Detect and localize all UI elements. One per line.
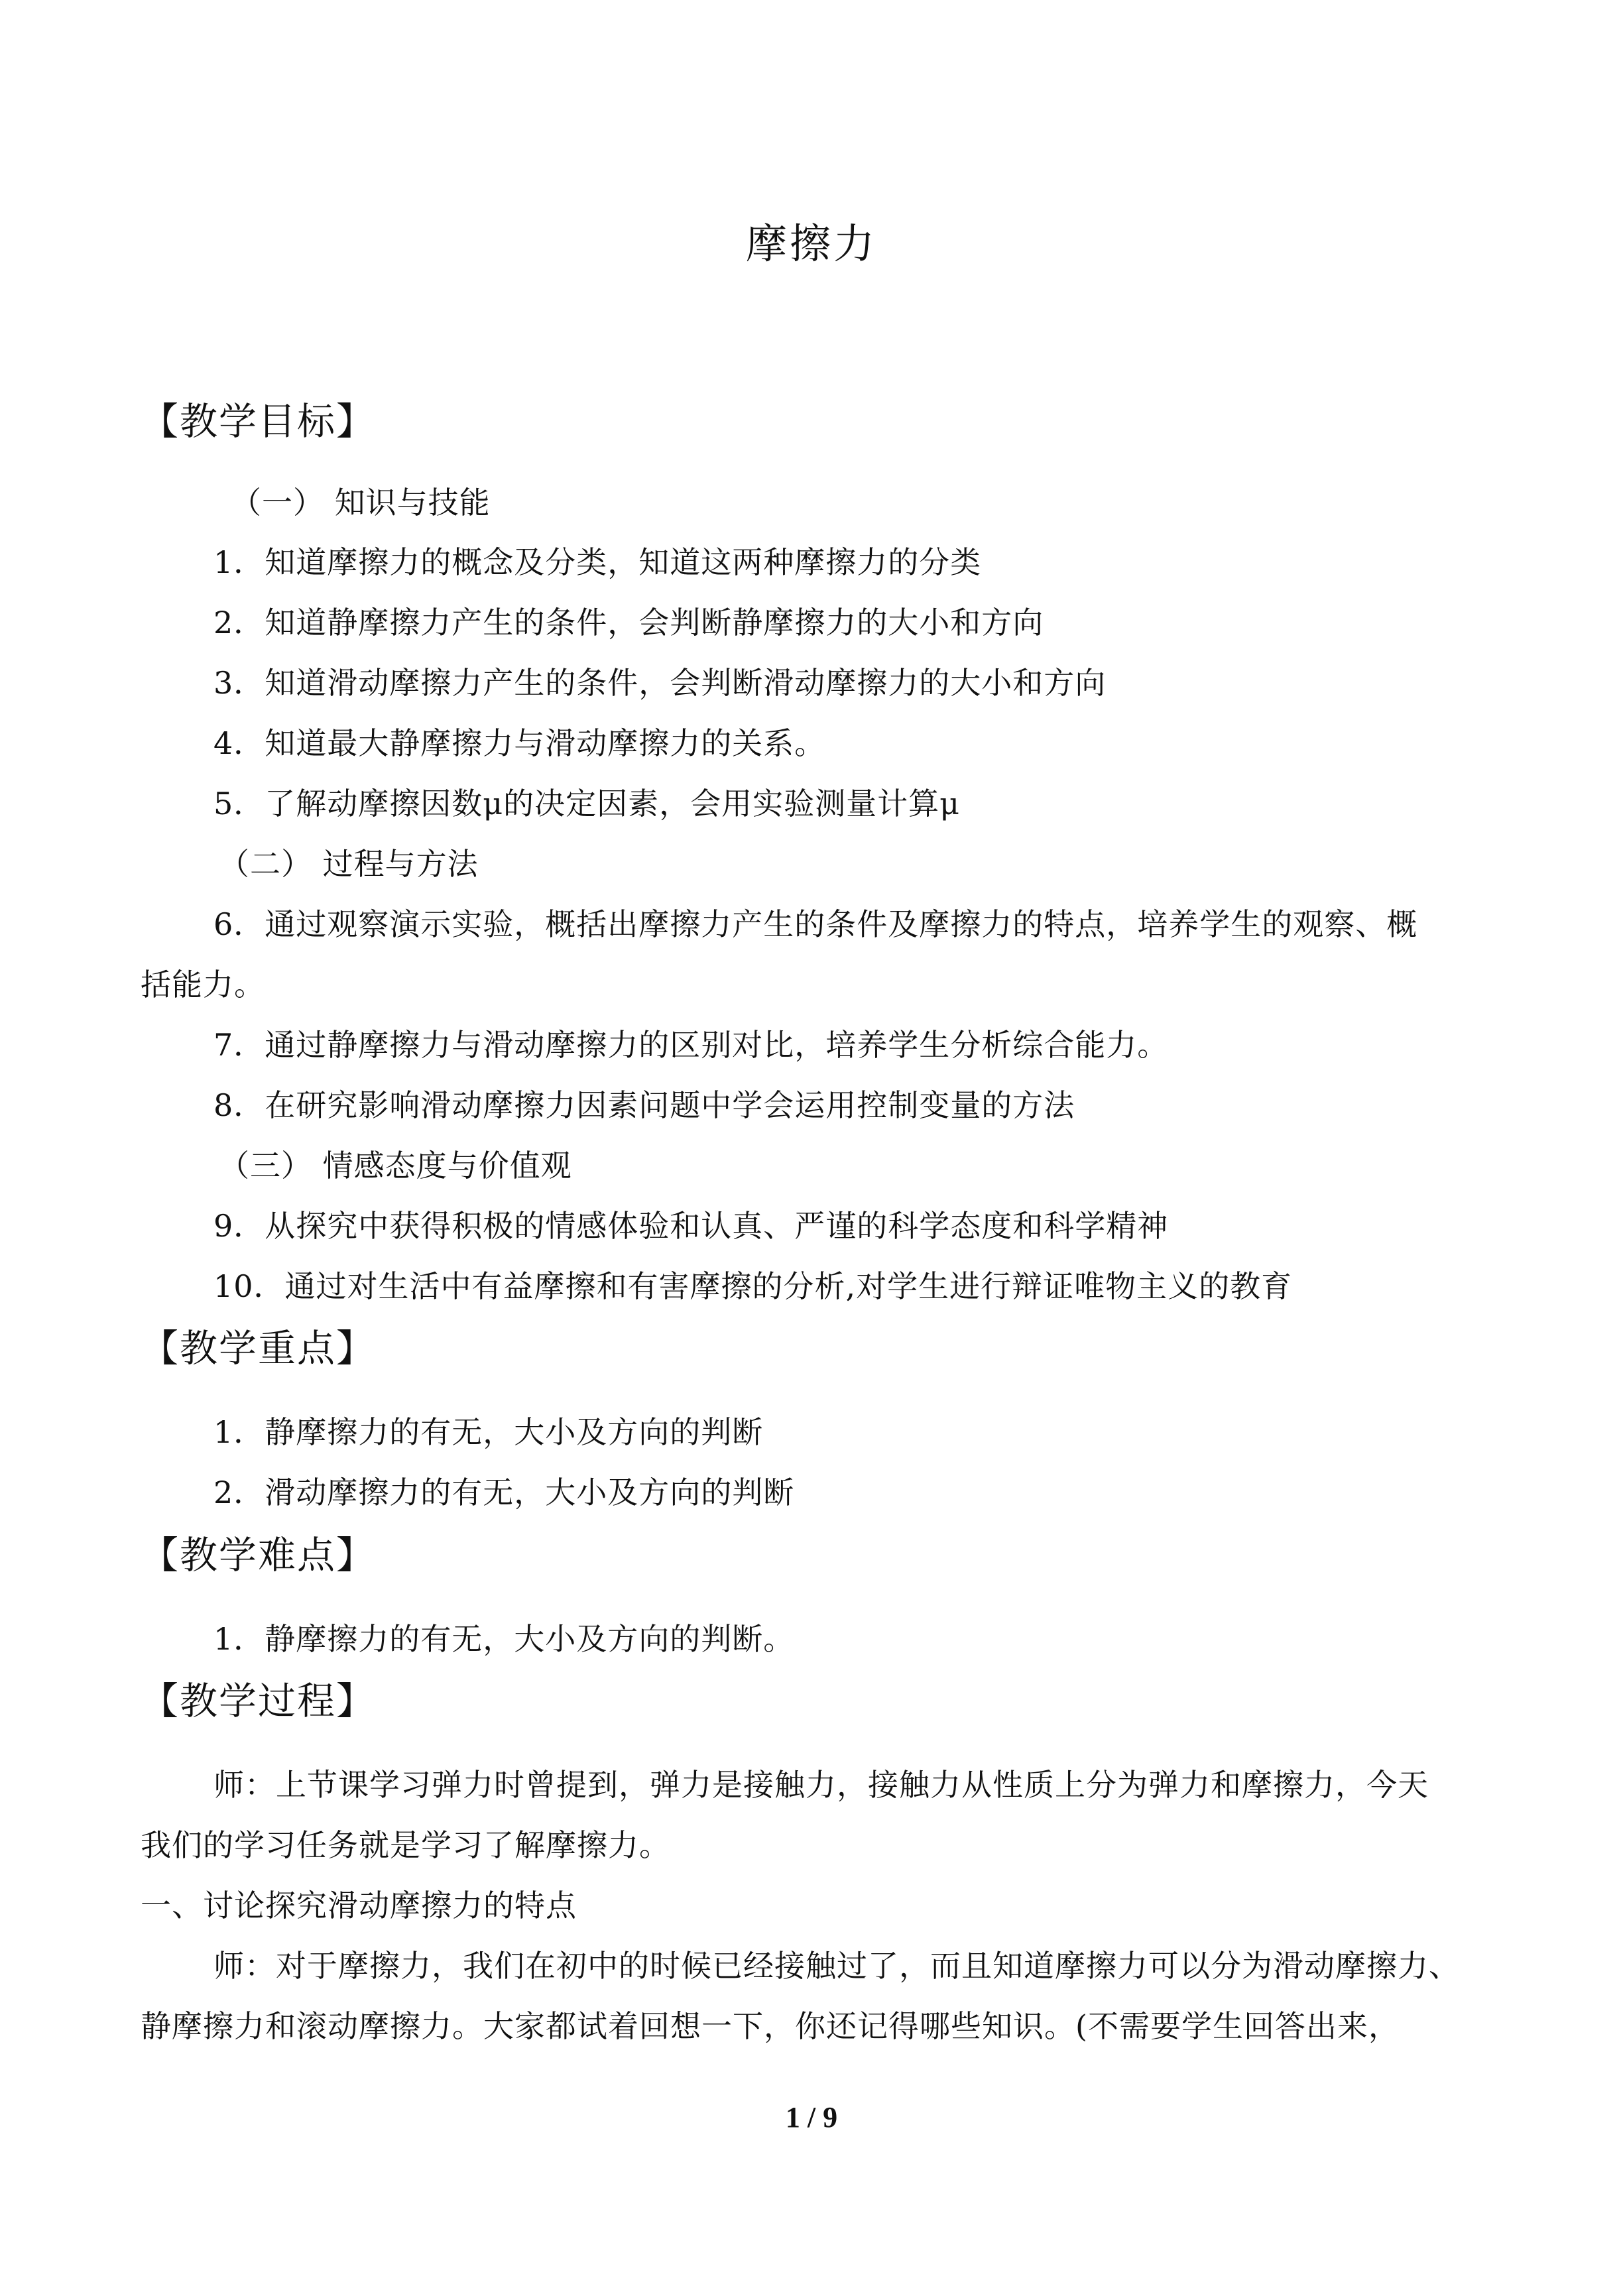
process-section-1-title: 一、讨论探究滑动摩擦力的特点 [141,1888,577,1923]
process-para1-line1: 师：上节课学习弹力时曾提到，弹力是接触力，接触力从性质上分为弹力和摩擦力，今天 [213,1767,1429,1803]
key-point-item-1: 1．静摩擦力的有无，大小及方向的判断 [213,1414,764,1450]
objective-item-8: 8．在研究影响滑动摩擦力因素问题中学会运用控制变量的方法 [213,1087,1075,1123]
subheading-attitudes: （三） 情感态度与价值观 [219,1148,572,1183]
objective-item-1: 1．知道摩擦力的概念及分类，知道这两种摩擦力的分类 [213,544,982,580]
objective-item-10: 10．通过对生活中有益摩擦和有害摩擦的分析,对学生进行辩证唯物主义的教育 [213,1268,1293,1304]
heading-process: 【教学过程】 [141,1679,375,1723]
heading-key-points: 【教学重点】 [141,1327,375,1370]
key-point-item-2: 2．滑动摩擦力的有无，大小及方向的判断 [213,1475,795,1510]
subheading-knowledge: （一） 知识与技能 [231,485,491,520]
objective-item-9: 9．从探究中获得积极的情感体验和认真、严谨的科学态度和科学精神 [213,1208,1169,1244]
process-para2-line1: 师：对于摩擦力，我们在初中的时候已经接触过了，而且知道摩擦力可以分为滑动摩擦力、 [213,1948,1460,1984]
page-number: 1 / 9 [785,2101,838,2134]
objective-item-6-line2: 括能力。 [141,967,265,1002]
process-para1-line2: 我们的学习任务就是学习了解摩擦力。 [141,1827,670,1863]
objective-item-7: 7．通过静摩擦力与滑动摩擦力的区别对比，培养学生分析综合能力。 [213,1027,1169,1063]
objective-item-3: 3．知道滑动摩擦力产生的条件，会判断滑动摩擦力的大小和方向 [213,665,1107,701]
objective-item-6-line1: 6．通过观察演示实验，概括出摩擦力产生的条件及摩擦力的特点，培养学生的观察、概 [213,906,1418,942]
objective-item-2: 2．知道静摩擦力产生的条件，会判断静摩擦力的大小和方向 [213,605,1044,640]
objective-item-5: 5．了解动摩擦因数μ的决定因素，会用实验测量计算μ [213,786,961,821]
heading-difficulties: 【教学难点】 [141,1534,375,1577]
page-title: 摩擦力 [745,219,877,268]
heading-objectives: 【教学目标】 [141,400,375,444]
objective-item-4: 4．知道最大静摩擦力与滑动摩擦力的关系。 [213,725,826,761]
subheading-process-methods: （二） 过程与方法 [219,846,479,882]
difficulty-item-1: 1．静摩擦力的有无，大小及方向的判断。 [213,1621,795,1657]
process-para2-line2: 静摩擦力和滚动摩擦力。大家都试着回想一下，你还记得哪些知识。(不需要学生回答出来， [141,2008,1400,2044]
